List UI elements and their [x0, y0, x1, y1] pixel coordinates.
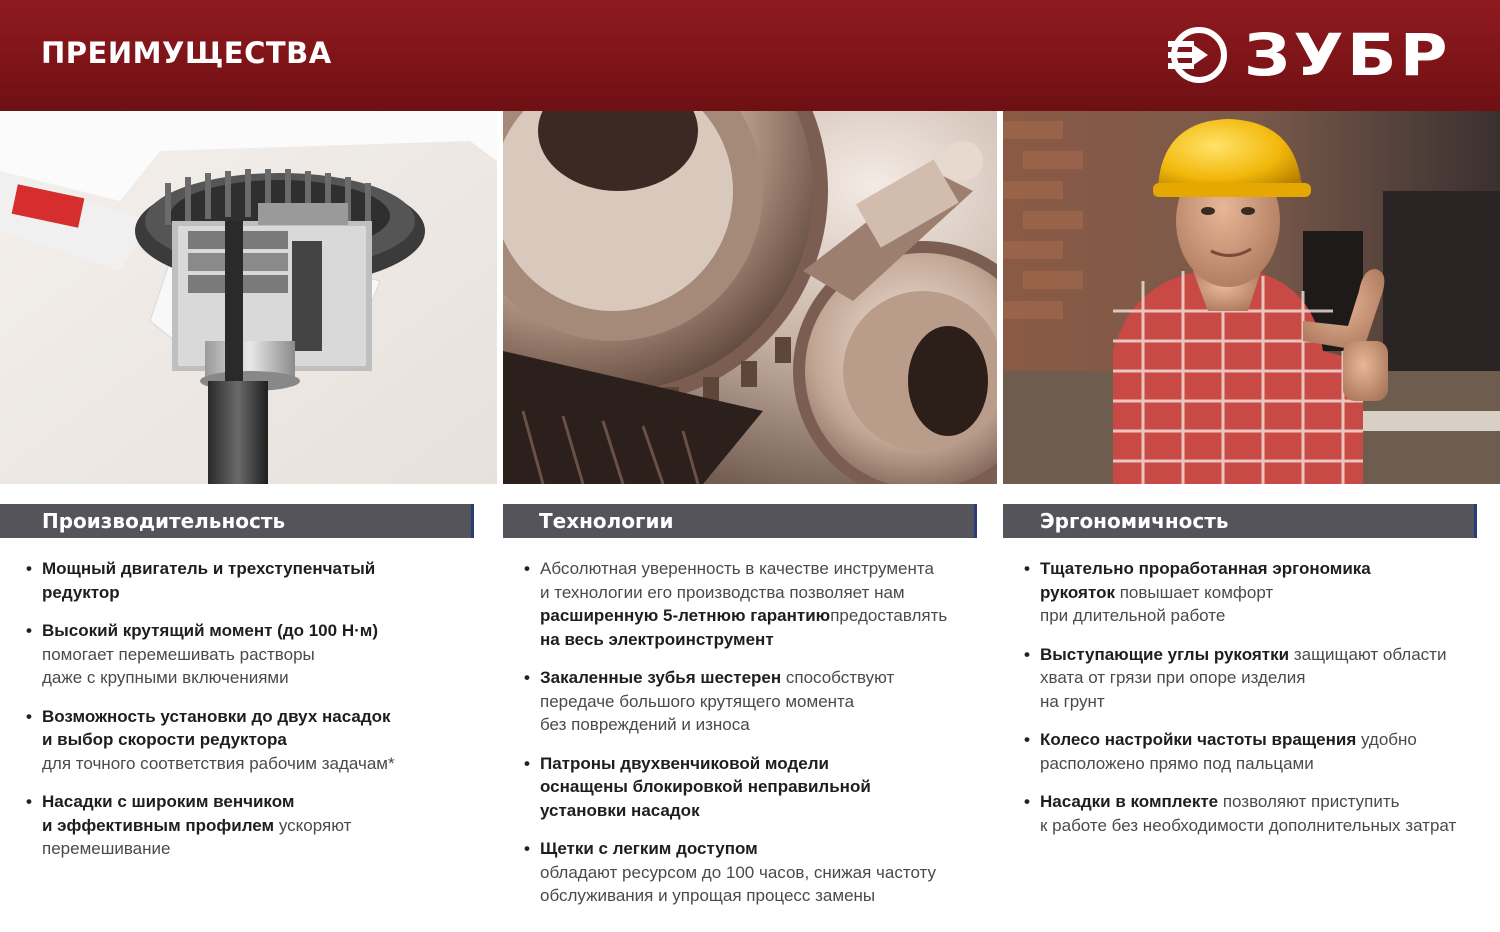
feature-text: при длительной работе: [1040, 606, 1226, 625]
feature-line: [540, 775, 994, 799]
feature-text: ускоряют: [274, 815, 352, 835]
feature-highlight: Мощный двигатель и трехступенчатый: [42, 559, 376, 578]
feature-highlight: редуктор: [42, 582, 120, 602]
feature-line: [42, 837, 486, 861]
feature-line: [540, 628, 994, 652]
feature-line: [1040, 581, 1494, 605]
feature-item: [1024, 557, 1494, 628]
feature-text: Абсолютная уверенность в качестве инструмента: [540, 559, 934, 578]
feature-item: [26, 790, 486, 861]
header-banner: [0, 0, 1500, 111]
feature-text: без повреждений и износа: [540, 715, 750, 734]
feature-text: хвата от грязи при опоре изделия: [1040, 668, 1306, 687]
column-header-performance: [0, 504, 474, 538]
feature-highlight: Тщательно проработанная эргономика: [1040, 559, 1371, 578]
feature-line: [1040, 790, 1494, 814]
feature-line: [42, 814, 486, 838]
feature-line: [1040, 728, 1494, 752]
feature-text: к работе без необходимости дополнительных затрат: [1040, 815, 1457, 835]
feature-line: [42, 790, 486, 814]
column-title: Производительность: [42, 509, 286, 533]
feature-text: позволяют приступить: [1218, 792, 1400, 811]
feature-highlight: рукояток: [1040, 582, 1115, 602]
feature-line: [1040, 666, 1494, 690]
feature-text: способствуют: [781, 668, 895, 687]
feature-line: [1040, 752, 1494, 776]
feature-text: и технологии его производства позволяет нам: [540, 582, 905, 602]
feature-line: [1040, 690, 1494, 714]
feature-highlight: расширенную 5-летнюю гарантию: [540, 606, 831, 625]
feature-list-technology: [524, 557, 994, 923]
feature-line: [540, 713, 994, 737]
photo-steel-gears: [503, 111, 997, 484]
feature-item: [524, 837, 994, 908]
feature-highlight: Насадки в комплекте: [1040, 792, 1219, 811]
feature-item: [1024, 728, 1494, 775]
feature-line: [540, 861, 994, 885]
feature-line: [540, 690, 994, 714]
feature-line: [540, 557, 994, 581]
feature-line: [540, 752, 994, 776]
feature-item: [26, 557, 486, 604]
feature-item: [26, 705, 486, 776]
brand-logo: [1168, 21, 1451, 89]
brand-wordmark: ЗУБР: [1244, 21, 1451, 89]
feature-line: [540, 666, 994, 690]
feature-line: [540, 837, 994, 861]
feature-highlight: и эффективным профилем: [42, 815, 275, 835]
column-header-ergonomics: [1003, 504, 1477, 538]
feature-list-performance: [26, 557, 486, 876]
feature-line: [540, 884, 994, 908]
feature-text: помогает перемешивать растворы: [42, 644, 315, 664]
feature-highlight: установки насадок: [540, 800, 700, 820]
feature-highlight: Насадки с широким венчиком: [42, 792, 295, 811]
feature-line: [42, 557, 486, 581]
feature-line: [42, 619, 486, 643]
feature-line: [540, 581, 994, 605]
photo-gearbox-cutaway: [0, 111, 497, 484]
feature-line: [1040, 604, 1494, 628]
feature-highlight: и выбор скорости редуктора: [42, 730, 287, 749]
feature-line: [42, 581, 486, 605]
feature-text: перемешивание: [42, 839, 171, 858]
feature-text: защищают области: [1289, 644, 1447, 664]
feature-text: передаче большого крутящего момента: [540, 691, 855, 711]
feature-text: повышает комфорт: [1114, 582, 1274, 602]
feature-item: [524, 752, 994, 823]
feature-highlight: Закаленные зубья шестерен: [540, 668, 782, 687]
feature-line: [42, 752, 486, 776]
feature-line: [540, 604, 994, 628]
feature-highlight: Патроны двухвенчиковой модели: [540, 753, 829, 773]
feature-item: [1024, 643, 1494, 714]
feature-line: [1040, 643, 1494, 667]
feature-highlight: Высокий крутящий момент (до 100 Н·м): [42, 621, 378, 640]
feature-highlight: Возможность установки до двух насадок: [42, 706, 391, 726]
feature-highlight: Щетки с легким доступом: [540, 839, 758, 858]
feature-highlight: Выступающие углы рукоятки: [1040, 644, 1290, 664]
feature-text: обслуживания и упрощая процесс замены: [540, 886, 876, 905]
feature-line: [42, 643, 486, 667]
feature-highlight: Колесо настройки частоты вращения: [1040, 730, 1357, 749]
feature-line: [42, 705, 486, 729]
feature-text: удобно: [1356, 730, 1417, 749]
feature-line: [1040, 557, 1494, 581]
feature-item: [524, 666, 994, 737]
photo-worker-thumbs-up: [1003, 111, 1500, 484]
feature-highlight: оснащены блокировкой неправильной: [540, 777, 871, 796]
feature-line: [42, 666, 486, 690]
feature-item: [26, 619, 486, 690]
column-title: Технологии: [539, 509, 674, 533]
feature-text: для точного соответствия рабочим задачам*: [42, 753, 395, 773]
column-header-technology: [503, 504, 977, 538]
feature-line: [1040, 814, 1494, 838]
page-title: ПРЕИМУЩЕСТВА: [41, 36, 332, 70]
feature-item: [1024, 790, 1494, 837]
brand-emblem-icon: [1168, 24, 1230, 86]
feature-text: предоставлять: [830, 606, 948, 625]
feature-item: [524, 557, 994, 651]
column-title: Эргономичность: [1040, 509, 1229, 533]
feature-text: обладают ресурсом до 100 часов, снижая частоту: [540, 862, 937, 882]
feature-line: [42, 728, 486, 752]
feature-text: расположено прямо под пальцами: [1040, 753, 1314, 773]
feature-highlight: на весь электроинструмент: [540, 629, 774, 649]
feature-text: на грунт: [1040, 691, 1105, 711]
feature-list-ergonomics: [1024, 557, 1494, 852]
feature-line: [540, 799, 994, 823]
feature-text: даже с крупными включениями: [42, 668, 289, 687]
